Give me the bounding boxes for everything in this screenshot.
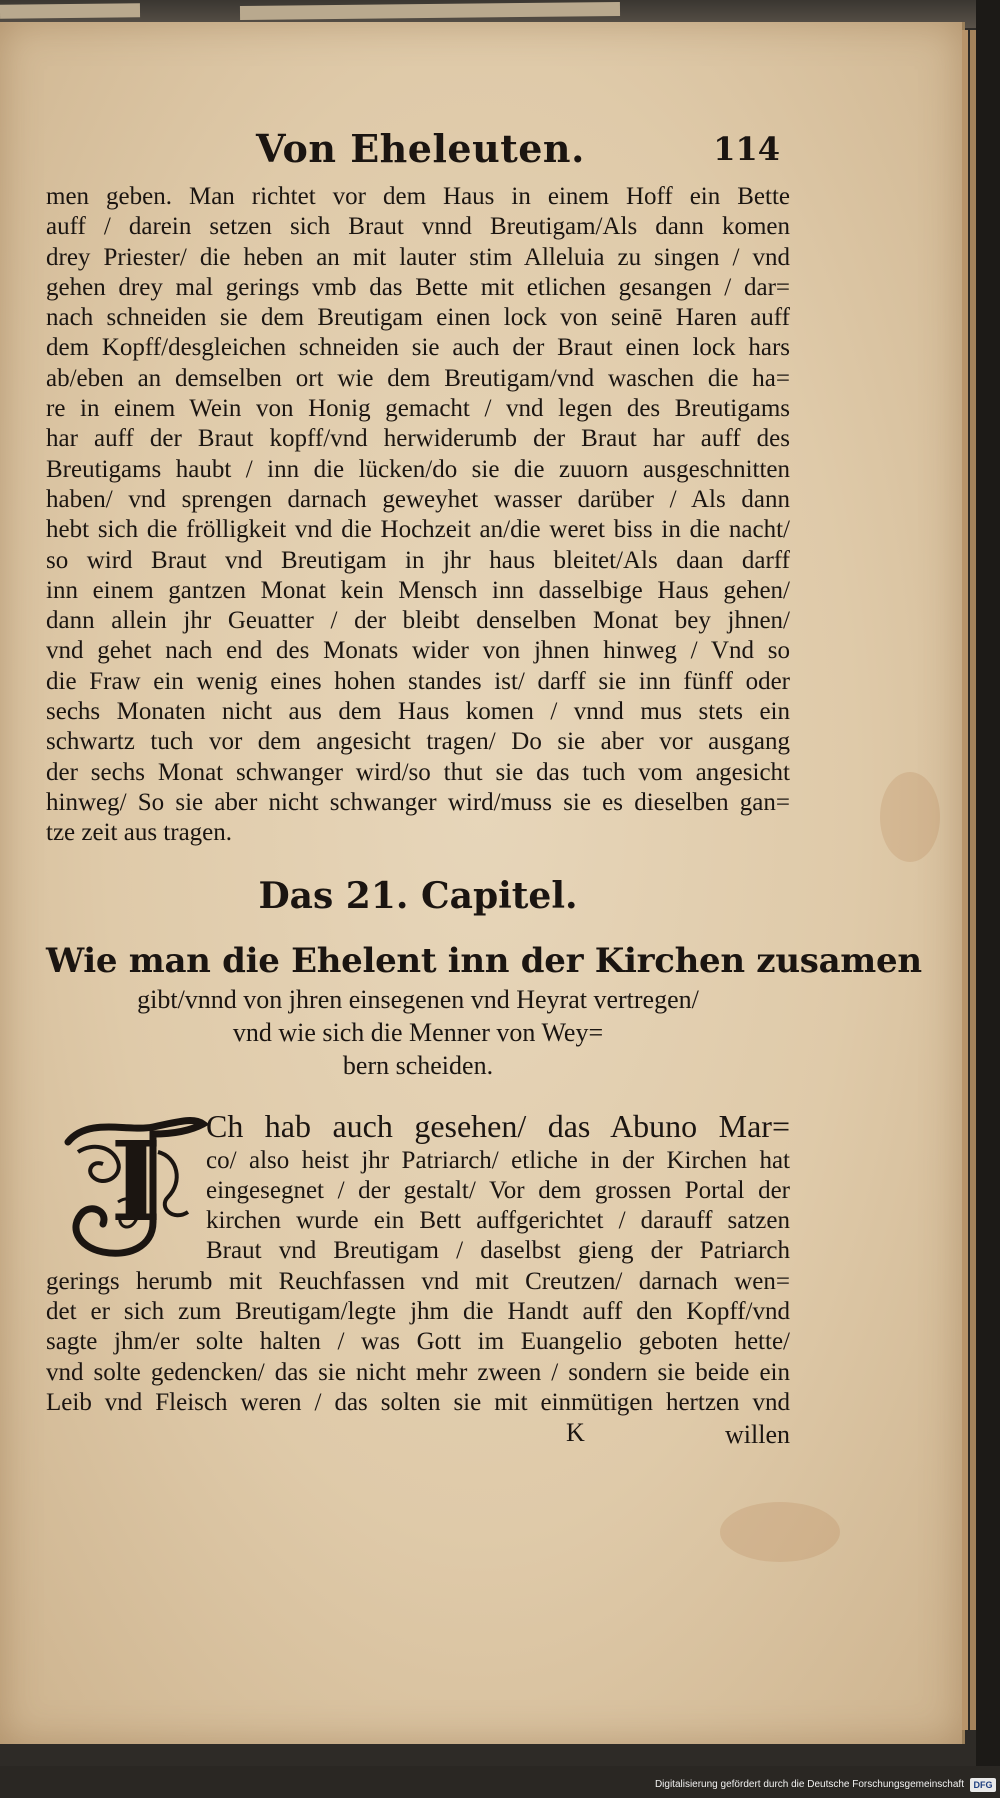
text-line: nach schneiden sie dem Breutigam einen lock von seinē Haren auff [46,304,790,332]
text-line: dann allein jhr Geuatter / der bleibt denselben Monat bey jhnen/ [46,607,790,635]
text-line: der sechs Monat schwanger wird/so thut sie das tuch vom angesicht [46,758,790,786]
text-line: men geben. Man richtet vor dem Haus in einem Hoff ein Bette [46,183,790,210]
page-header [46,122,790,182]
text-line: sechs Monaten nicht aus dem Haus komen / vnnd mus stets ein [46,698,790,726]
chapter-heading-line: gibt/vnnd von jhren einsegenen vnd Heyrat vertregen/ [137,984,699,1014]
text-block [46,122,922,1450]
text-line: hebt sich die frölligkeit vnd die Hochzeit an/die weret biss in die nacht/ [46,516,790,544]
chapter-heading-line: bern scheiden. [342,1050,494,1080]
text-line: gehen drey mal gerings vmb das Bette mit etlichen gesangen / dar= [46,273,790,301]
full-width-lines [46,1267,790,1418]
text-line: so wird Braut vnd Breutigam in jhr haus bleitet/Als daan darff [46,546,790,574]
text-line: dem Kopff/desgleichen schneiden sie auch der Braut einen lock hars [46,334,790,362]
book-page [0,22,965,1744]
text-line: Leib vnd Fleisch weren / das solten sie mit einmütigen hertzen vnd [46,1388,790,1416]
text-line: vnd solte gedencken/ das sie nicht mehr zween / sondern sie beide ein [46,1358,790,1386]
text-line: Ch hab auch gesehen/ das Abuno Mar= [206,1107,790,1144]
page-stack-edge [962,30,968,1730]
text-line: kirchen wurde ein Bett auffgerichtet / darauff satzen [206,1207,790,1235]
previous-page-scrap [0,3,140,18]
text-line: hinweg/ So sie aber nicht schwanger wird/muss sie es dieselben gan= [46,788,790,816]
paragraph-2 [46,1106,790,1451]
chapter-heading-main: Wie man die Ehelent inn der Kirchen zusamen [46,940,922,981]
page-footer-marks [46,1418,790,1450]
dfg-logo: DFG [970,1778,996,1792]
text-line: eingesegnet / der gestalt/ Vor dem grossen Portal der [206,1176,790,1204]
foxing-stain [880,772,940,862]
chapter-title: Das 21. Capitel. [258,874,578,917]
text-line: auff / darein setzen sich Braut vnnd Breutigam/Als dann komen [46,213,790,241]
signature-mark: K [566,1418,585,1448]
text-line: inn einem gantzen Monat kein Mensch inn dasselbige Haus gehen/ [46,576,790,604]
initial-letter: I [110,1116,162,1246]
scan-footer [0,1766,1000,1798]
digitization-credit: Digitalisierung gefördert durch die Deutsche Forschungsgemeinschaft [654,1779,964,1790]
running-head: Von Eheleuten. [256,126,585,171]
text-line: har auff der Braut kopff/vnd herwiderumb der Braut har auff des [46,425,790,453]
text-line: drey Priester/ die heben an mit lauter stim Alleluia zu singen / vnd [46,243,790,271]
foxing-stain [720,1502,840,1562]
text-line: Breutigams haubt / inn die lücken/do sie die zuuorn ausgeschnitten [46,455,790,483]
page-number: 114 [713,130,780,168]
text-line: tze zeit aus tragen. [46,819,233,847]
previous-page-scrap [240,2,620,20]
text-line: schwartz tuch vor dem angesicht tragen/ Do sie aber vor ausgang [46,728,790,756]
text-line: det er sich zum Breutigam/legte jhm die Handt auff den Kopff/vnd [46,1298,790,1326]
chapter-heading [46,939,922,1082]
text-line: haben/ vnd sprengen darnach geweyhet wasser darüber / Als dann [46,485,790,513]
catchword: willen [725,1420,790,1450]
text-line: die Fraw ein wenig eines hohen standes ist/ darff sie inn fünff oder [46,667,790,695]
text-line: ab/eben an demselben ort wie dem Breutigam/vnd waschen die ha= [46,364,790,392]
paragraph-1 [46,182,790,849]
text-line: Braut vnd Breutigam / daselbst gieng der Patriarch [206,1237,790,1265]
scan-background [976,0,1000,1798]
text-line: re in einem Wein von Honig gemacht / vnd legen des Breutigams [46,395,790,423]
text-line: sagte jhm/er solte halten / was Gott im Euangelio geboten hette/ [46,1328,790,1356]
decorated-initial-icon [58,1112,208,1262]
text-line: co/ also heist jhr Patriarch/ etliche in der Kirchen hat [206,1146,790,1174]
chapter-heading-line: vnd wie sich die Menner von Wey= [232,1017,604,1047]
text-line: gerings herumb mit Reuchfassen vnd mit Creutzen/ darnach wen= [46,1267,790,1295]
text-line: vnd gehet nach end des Monats wider von jhnen hinweg / Vnd so [46,637,790,665]
